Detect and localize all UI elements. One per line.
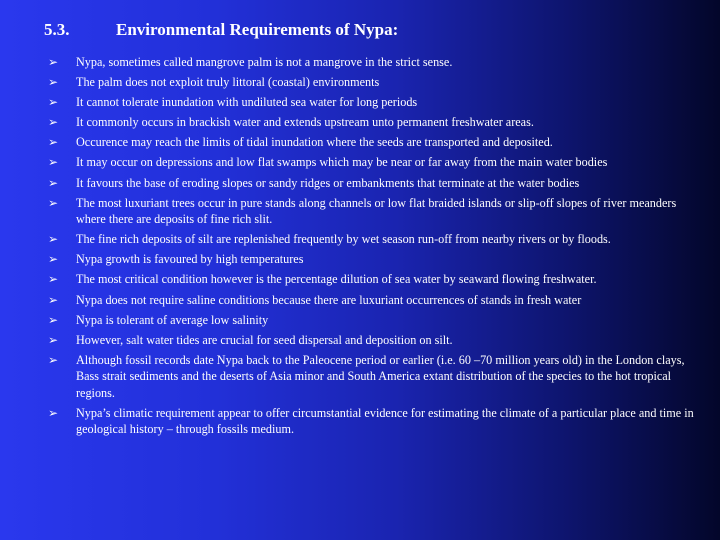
bullet-item: [48, 231, 696, 248]
arrowhead-bullet-icon: ➢: [48, 405, 59, 420]
bullet-text: Nypa growth is favoured by high temperatures: [76, 252, 304, 267]
bullet-text: Nypa’s climatic requirement appear to offer circumstantial evidence for estimating the climate of a particular place and time in geological history – through fossils medium.: [76, 405, 694, 437]
bullet-text: The most luxuriant trees occur in pure stands along channels or low flat braided islands or slip-off slopes of river meanders where there are deposits of fine rich slit.: [76, 195, 677, 227]
bullet-item: [48, 292, 696, 309]
bullet-text: However, salt water tides are crucial for seed dispersal and deposition on silt.: [76, 332, 453, 347]
bullet-item: [48, 332, 696, 349]
bullet-text: It cannot tolerate inundation with undiluted sea water for long periods: [76, 95, 418, 110]
bullet-item: [48, 74, 696, 91]
bullet-text: The palm does not exploit truly littoral (coastal) environments: [76, 75, 380, 90]
arrowhead-bullet-icon: ➢: [48, 155, 59, 170]
bullet-item: [48, 271, 696, 288]
bullet-text: Occurence may reach the limits of tidal inundation where the seeds are transported and deposited.: [76, 135, 553, 150]
bullet-item: [48, 175, 696, 192]
arrowhead-bullet-icon: ➢: [48, 232, 59, 247]
bullet-item: [48, 114, 696, 131]
bullet-item: [48, 195, 696, 228]
arrowhead-bullet-icon: ➢: [48, 352, 59, 367]
arrowhead-bullet-icon: ➢: [48, 135, 59, 150]
slide-heading: [44, 20, 684, 44]
bullet-item: [48, 251, 696, 268]
bullet-item: [48, 94, 696, 111]
arrowhead-bullet-icon: ➢: [48, 332, 59, 347]
arrowhead-bullet-icon: ➢: [48, 175, 59, 190]
arrowhead-bullet-icon: ➢: [48, 75, 59, 90]
bullet-text: Although fossil records date Nypa back to the Paleocene period or earlier (i.e. 60 –70 million years old) in the London clays, Bass strait sediments and the deserts of Asia minor and South America extant distribution of the species to the hot tropical regions.: [76, 352, 685, 400]
arrowhead-bullet-icon: ➢: [48, 115, 59, 130]
section-number: 5.3.: [44, 20, 70, 39]
arrowhead-bullet-icon: ➢: [48, 252, 59, 267]
arrowhead-bullet-icon: ➢: [48, 55, 59, 69]
arrowhead-bullet-icon: ➢: [48, 95, 59, 110]
arrowhead-bullet-icon: ➢: [48, 195, 59, 210]
bullet-text: Nypa does not require saline conditions because there are luxuriant occurrences of stands in fresh water: [76, 292, 582, 307]
bullet-text: The fine rich deposits of silt are replenished frequently by wet season run-off from nearby rivers or by floods.: [76, 232, 611, 247]
bullet-item: [48, 405, 696, 438]
bullet-text: It commonly occurs in brackish water and extends upstream unto permanent freshwater areas.: [76, 115, 534, 130]
arrowhead-bullet-icon: ➢: [48, 292, 59, 307]
bullet-item: [48, 352, 696, 402]
arrowhead-bullet-icon: ➢: [48, 312, 59, 327]
bullet-text: Nypa is tolerant of average low salinity: [76, 312, 269, 327]
bullet-item: [48, 154, 696, 171]
bullet-text: It favours the base of eroding slopes or sandy ridges or embankments that terminate at the water bodies: [76, 175, 580, 190]
bullet-text: The most critical condition however is the percentage dilution of sea water by seaward flowing freshwater.: [76, 272, 597, 287]
bullet-item: [48, 312, 696, 329]
slide-title: Environmental Requirements of Nypa:: [116, 20, 399, 39]
bullet-item: [48, 134, 696, 151]
arrowhead-bullet-icon: ➢: [48, 272, 59, 287]
bullet-item: [48, 54, 696, 71]
bullet-text: It may occur on depressions and low flat swamps which may be near or far away from the main water bodies: [76, 155, 608, 170]
bullet-list: [48, 54, 696, 442]
bullet-text: Nypa, sometimes called mangrove palm is not a mangrove in the strict sense.: [76, 55, 453, 69]
